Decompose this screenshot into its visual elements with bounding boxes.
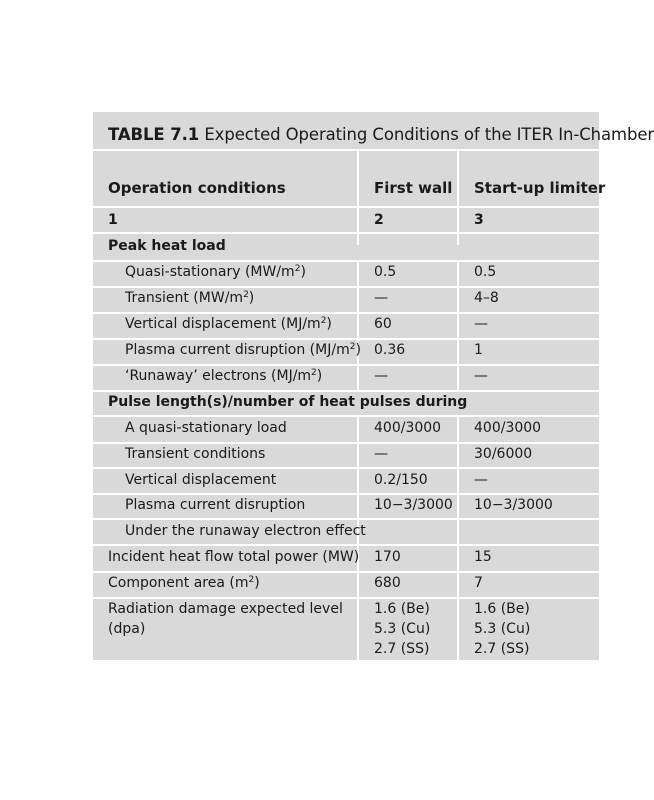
col-sep-1-mid <box>357 260 359 390</box>
col-sep-1-top <box>357 149 359 245</box>
row-value-start-up-limiter: — <box>474 368 488 384</box>
column-number-2: 2 <box>374 212 384 228</box>
row-value-start-up-limiter: 30/6000 <box>474 446 533 462</box>
col-sep-2-mid <box>457 260 459 390</box>
row-value-first-wall: — <box>374 290 388 306</box>
rule-2 <box>93 286 599 288</box>
rule-3 <box>93 312 599 314</box>
table-label: TABLE 7.1 <box>108 125 200 144</box>
row-value-first-wall: — <box>374 446 388 462</box>
row-label-line-1: Radiation damage expected level <box>108 601 343 617</box>
rule-13 <box>93 571 599 573</box>
section-pulse-length: Pulse length(s)/number of heat pulses during <box>108 394 468 410</box>
col-sep-2-bottom <box>457 415 459 660</box>
rule-11 <box>93 518 599 520</box>
row-value-first-wall: 5.3 (Cu) <box>374 621 431 637</box>
rule-header <box>93 206 599 208</box>
header-operation-conditions: Operation conditions <box>108 179 286 197</box>
table-title: Expected Operating Conditions of the ITER In-Chamber <box>204 125 654 144</box>
row-label: ‘Runaway’ electrons $(MJ/m^2)$ <box>125 368 323 384</box>
row-value-start-up-limiter: 15 <box>474 549 492 565</box>
row-value-first-wall: 170 <box>374 549 401 565</box>
row-value-start-up-limiter: — <box>474 472 488 488</box>
row-label: Incident heat flow total power (MW) <box>108 549 360 565</box>
rule-numbers <box>93 232 599 234</box>
row-label: Vertical displacement <box>125 472 277 488</box>
header-start-up-limiter: Start-up limiter <box>474 179 606 197</box>
row-value-start-up-limiter: 4–8 <box>474 290 499 306</box>
row-value-start-up-limiter: 2.7 (SS) <box>474 641 530 657</box>
row-value-first-wall: 0.36 <box>374 342 406 358</box>
row-label: Plasma current disruption <box>125 497 306 513</box>
row-value-first-wall: 2.7 (SS) <box>374 641 430 657</box>
row-value-first-wall: 680 <box>374 575 401 591</box>
row-label: Transient conditions <box>125 446 266 462</box>
row-value-start-up-limiter: 1 <box>474 342 483 358</box>
header-first-wall: First wall <box>374 179 453 197</box>
rule-9 <box>93 467 599 469</box>
row-value-first-wall: 1.6 (Be) <box>374 601 430 617</box>
row-label: Quasi-stationary $(MW/m^2)$ <box>125 264 306 280</box>
rule-10 <box>93 493 599 495</box>
rule-14 <box>93 597 599 599</box>
col-sep-2-top <box>457 149 459 245</box>
row-label-line-2: (dpa) <box>108 621 146 637</box>
section-peak-heat-load: Peak heat load <box>108 238 226 254</box>
row-value-first-wall: 60 <box>374 316 392 332</box>
rule-5 <box>93 364 599 366</box>
row-value-first-wall: 10−3/3000 <box>374 497 453 513</box>
row-label: Vertical displacement $(MJ/m^2)$ <box>125 316 332 332</box>
row-value-start-up-limiter: 400/3000 <box>474 420 542 436</box>
rule-top <box>93 149 599 151</box>
row-value-start-up-limiter: — <box>474 316 488 332</box>
row-value-first-wall: — <box>374 368 388 384</box>
rule-6 <box>93 390 599 392</box>
rule-4 <box>93 338 599 340</box>
rule-8 <box>93 442 599 444</box>
row-value-start-up-limiter: 10−3/3000 <box>474 497 553 513</box>
rule-7 <box>93 415 599 417</box>
row-value-start-up-limiter: 0.5 <box>474 264 497 280</box>
row-value-first-wall: 400/3000 <box>374 420 442 436</box>
rule-1 <box>93 260 599 262</box>
column-number-3: 3 <box>474 212 484 228</box>
row-label: Component area $(m^2)$ <box>108 575 260 591</box>
rule-12 <box>93 544 599 546</box>
row-value-start-up-limiter: 1.6 (Be) <box>474 601 530 617</box>
row-value-start-up-limiter: 7 <box>474 575 483 591</box>
row-label: Plasma current disruption $(MJ/m^2)$ <box>125 342 361 358</box>
row-label: A quasi-stationary load <box>125 420 287 436</box>
table-panel <box>93 112 654 660</box>
row-value-start-up-limiter: 5.3 (Cu) <box>474 621 531 637</box>
row-label: Under the runaway electron effect <box>125 523 366 539</box>
row-label: Transient $(MW/m^2)$ <box>125 290 255 306</box>
column-number-1: 1 <box>108 212 118 228</box>
row-value-first-wall: 0.5 <box>374 264 397 280</box>
table-caption <box>108 125 654 144</box>
row-value-first-wall: 0.2/150 <box>374 472 428 488</box>
